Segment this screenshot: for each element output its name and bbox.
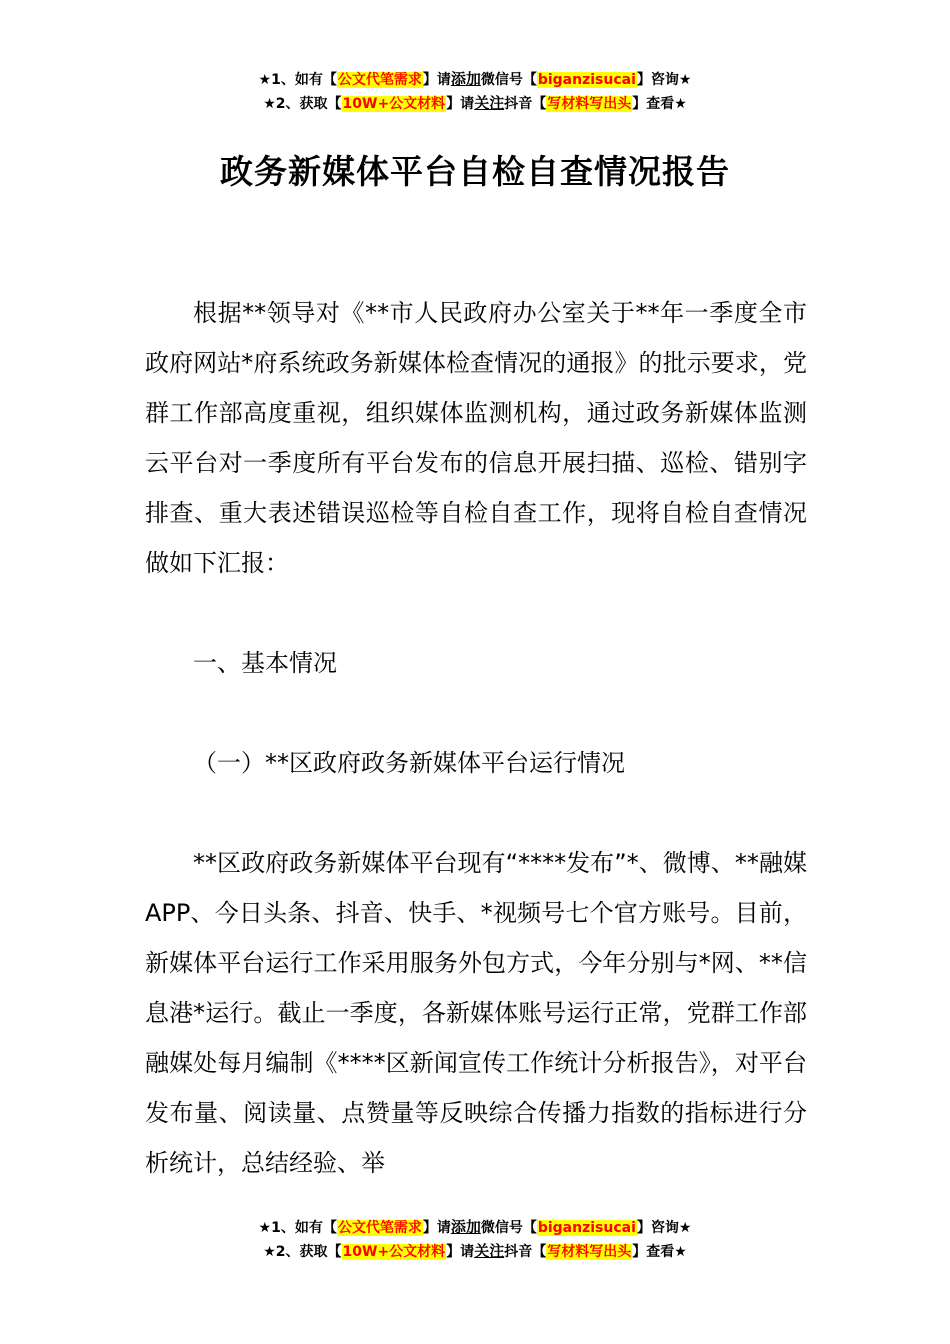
document-title: 政务新媒体平台自检自查情况报告 (220, 152, 730, 191)
subsection-heading-platform-operation: （一）**区政府政务新媒体平台运行情况 (193, 749, 625, 777)
footer-banner (0, 1216, 950, 1264)
highlight-douyin-id: 写材料写出头 (547, 96, 632, 112)
platform-paragraph: **区政府政务新媒体平台现有“****发布”*、微博、**融媒APP、今日头条、抖音、快手、*视频号七个官方账号。目前，新媒体平台运行工作采用服务外包方式，今年分别与*网、**信息港*运行。截止一季度，各新媒体账号运行正常，党群工作部融媒处每月编制《****区新闻宣传工作统计分析报告》，对平台发布量、阅读量、点赞量等反映综合传播力指数的指标进行分析统计，总结经验、举 (145, 849, 807, 1177)
section-heading-basic-situation: 一、基本情况 (193, 649, 337, 677)
highlight-materials: 10W+公文材料 (342, 96, 446, 112)
highlight-materials: 10W+公文材料 (342, 1244, 446, 1260)
intro-paragraph: 根据**领导对《**市人民政府办公室关于**年一季度全市政府网站*府系统政务新媒体检查情况的通报》的批示要求，党群工作部高度重视，组织媒体监测机构，通过政务新媒体监测云平台对一季度所有平台发布的信息开展扫描、巡检、错别字排查、重大表述错误巡检等自检自查工作，现将自检自查情况做如下汇报： (145, 299, 807, 577)
header-banner (0, 68, 950, 116)
highlight-service: 公文代笔需求 (337, 1220, 422, 1236)
banner-line-1: ★1、如有【公文代笔需求】请添加微信号【biganzisucai】咨询★ (258, 70, 692, 88)
banner-line-2: ★2、获取【10W+公文材料】请关注抖音【写材料写出头】查看★ (263, 1242, 687, 1260)
highlight-wechat-id: biganzisucai (537, 1220, 636, 1236)
document-body (145, 288, 807, 1188)
highlight-service: 公文代笔需求 (337, 72, 422, 88)
highlight-douyin-id: 写材料写出头 (547, 1244, 632, 1260)
highlight-wechat-id: biganzisucai (537, 72, 636, 88)
banner-line-1: ★1、如有【公文代笔需求】请添加微信号【biganzisucai】咨询★ (258, 1218, 692, 1236)
banner-line-2: ★2、获取【10W+公文材料】请关注抖音【写材料写出头】查看★ (263, 94, 687, 112)
